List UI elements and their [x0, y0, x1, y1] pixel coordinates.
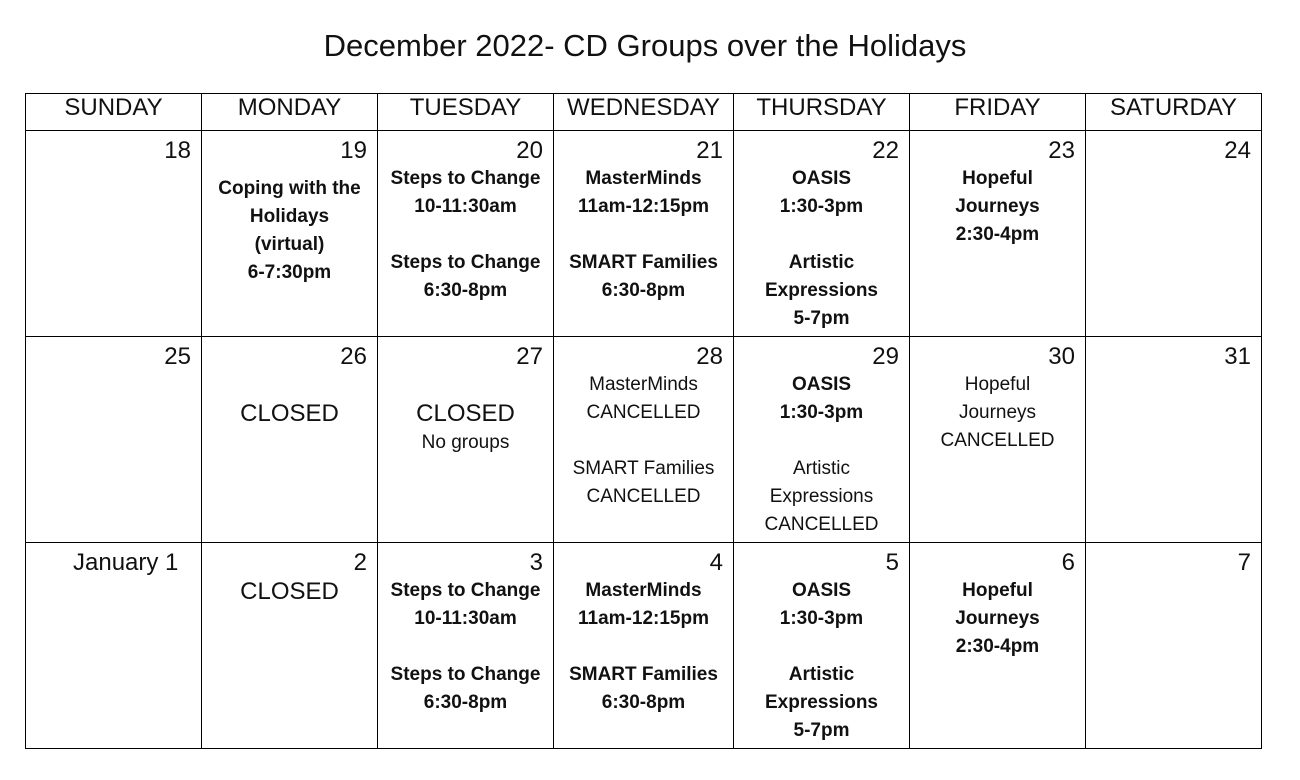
weekday-header-saturday: SATURDAY [1086, 94, 1262, 131]
day-cell [26, 337, 202, 543]
day-number: 2 [353, 549, 367, 576]
day-cell [202, 543, 378, 749]
weekday-header-row [26, 94, 1262, 131]
event-line: Hopeful [962, 168, 1033, 189]
event-line: 6:30-8pm [601, 692, 686, 713]
day-cell [734, 543, 910, 749]
day-events [734, 371, 909, 539]
event-line: Hopeful [964, 374, 1031, 395]
event-line: Expressions [769, 486, 874, 507]
event-line: No groups [421, 432, 510, 453]
event-line: (virtual) [254, 234, 325, 255]
day-events [378, 371, 553, 457]
calendar-grid [25, 93, 1262, 749]
day-number: 5 [885, 549, 899, 576]
event-line: Artistic [788, 664, 855, 685]
event-line: Steps to Change [390, 664, 541, 685]
day-cell [910, 337, 1086, 543]
event-line: 5-7pm [793, 720, 850, 741]
weekday-header-friday: FRIDAY [910, 94, 1086, 131]
event-line: 6-7:30pm [247, 262, 332, 283]
weekday-header-monday: MONDAY [202, 94, 378, 131]
event-line: Artistic [788, 252, 855, 273]
event-line: 2:30-4pm [955, 224, 1040, 245]
event-line: 5-7pm [793, 308, 850, 329]
event-line: 10-11:30am [414, 196, 517, 217]
event-line: CLOSED [240, 400, 339, 427]
event-line: MasterMinds [585, 580, 702, 601]
day-events [554, 577, 733, 717]
day-number: 30 [1048, 343, 1075, 370]
day-cell [1086, 543, 1262, 749]
event-line: 1:30-3pm [779, 608, 864, 629]
week-row [26, 337, 1262, 543]
event-line: CANCELLED [586, 402, 701, 423]
event-line: CANCELLED [764, 514, 879, 535]
day-cell [202, 131, 378, 337]
event-line: Holidays [249, 206, 330, 227]
event-line: 11am-12:15pm [578, 196, 709, 217]
page-title: December 2022- CD Groups over the Holidays [323, 28, 967, 63]
day-cell [554, 543, 734, 749]
weekday-header-thursday: THURSDAY [734, 94, 910, 131]
day-number: 25 [164, 343, 191, 370]
day-number: 7 [1237, 549, 1251, 576]
day-number: 21 [696, 137, 723, 164]
event-line: 6:30-8pm [601, 280, 686, 301]
day-cell [554, 131, 734, 337]
day-cell [202, 337, 378, 543]
event-line: 11am-12:15pm [578, 608, 709, 629]
event-line: 1:30-3pm [779, 196, 864, 217]
day-events [910, 577, 1085, 661]
event-line: Journeys [955, 196, 1040, 217]
day-cell [26, 131, 202, 337]
day-cell [554, 337, 734, 543]
event-line: 10-11:30am [414, 608, 517, 629]
event-line: OASIS [791, 580, 852, 601]
event-line: SMART Families [569, 252, 718, 273]
week-row [26, 543, 1262, 749]
day-number: 3 [529, 549, 543, 576]
day-number: 18 [164, 137, 191, 164]
day-cell [26, 543, 202, 749]
weekday-header-sunday: SUNDAY [26, 94, 202, 131]
event-line: SMART Families [572, 458, 715, 479]
day-cell [734, 131, 910, 337]
event-line: 2:30-4pm [955, 636, 1040, 657]
day-number: 24 [1224, 137, 1251, 164]
day-events [378, 165, 553, 305]
day-events [910, 371, 1085, 455]
event-line: Steps to Change [390, 168, 541, 189]
event-line: Journeys [955, 608, 1040, 629]
day-number: 31 [1224, 343, 1251, 370]
event-line: Steps to Change [390, 252, 541, 273]
day-number: 28 [696, 343, 723, 370]
day-events [734, 165, 909, 333]
day-events [202, 165, 377, 287]
day-number: January 1 [73, 549, 179, 576]
day-events [378, 577, 553, 717]
day-events [202, 371, 377, 429]
day-number: 4 [709, 549, 723, 576]
event-line: 1:30-3pm [779, 402, 864, 423]
weekday-header-tuesday: TUESDAY [378, 94, 554, 131]
day-events [734, 577, 909, 745]
event-line: Steps to Change [390, 580, 541, 601]
day-cell [910, 131, 1086, 337]
event-line: 6:30-8pm [423, 692, 508, 713]
day-cell [378, 131, 554, 337]
day-number: 22 [872, 137, 899, 164]
day-number: 6 [1061, 549, 1075, 576]
event-line: MasterMinds [585, 168, 702, 189]
event-line: Coping with the [218, 178, 361, 199]
event-line: Artistic [793, 458, 850, 479]
event-line: SMART Families [569, 664, 718, 685]
day-number: 27 [516, 343, 543, 370]
event-line: Expressions [765, 280, 878, 301]
day-number: 29 [872, 343, 899, 370]
weekday-header-wednesday: WEDNESDAY [554, 94, 734, 131]
event-line: CANCELLED [586, 486, 701, 507]
day-events [554, 165, 733, 305]
day-events [554, 371, 733, 511]
day-cell [378, 337, 554, 543]
event-line: CLOSED [240, 578, 339, 605]
day-events [910, 165, 1085, 249]
event-line: Expressions [765, 692, 878, 713]
event-line: Hopeful [962, 580, 1033, 601]
day-number: 20 [516, 137, 543, 164]
day-events [202, 577, 377, 607]
week-row [26, 131, 1262, 337]
day-cell [910, 543, 1086, 749]
day-cell [378, 543, 554, 749]
event-line: CANCELLED [940, 430, 1055, 451]
event-line: MasterMinds [589, 374, 698, 395]
day-cell [1086, 131, 1262, 337]
day-cell [1086, 337, 1262, 543]
day-number: 26 [340, 343, 367, 370]
event-line: CLOSED [416, 400, 515, 427]
event-line: OASIS [791, 168, 852, 189]
event-line: Journeys [958, 402, 1037, 423]
day-number: 19 [340, 137, 367, 164]
day-cell [734, 337, 910, 543]
event-line: OASIS [791, 374, 852, 395]
day-number: 23 [1048, 137, 1075, 164]
event-line: 6:30-8pm [423, 280, 508, 301]
